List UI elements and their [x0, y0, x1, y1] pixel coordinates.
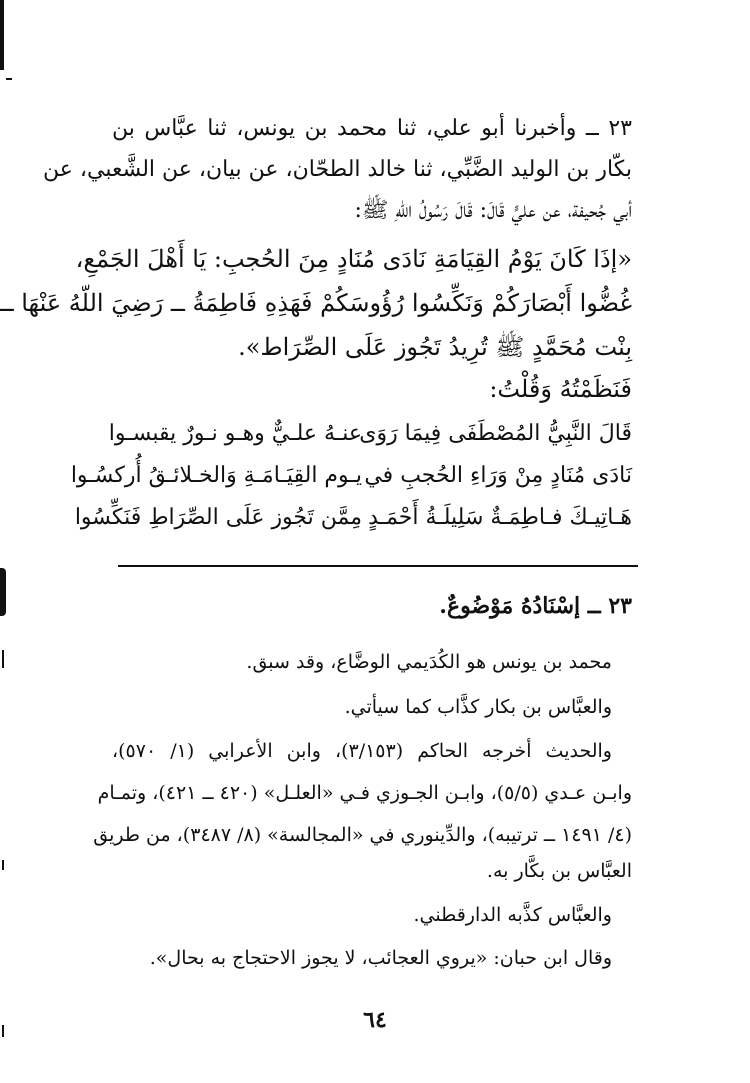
scan-edge-mark — [2, 860, 4, 870]
poem-verse — [70, 463, 632, 497]
poem-hemistich-second: عنـهُ علـيٌّ وهـو نـورٌ يقبسـوا — [108, 421, 362, 446]
footnote-paragraph: وقال ابن حبان: «يروي العجائب، لا يجوز الاحتجاج به بحال». — [149, 947, 612, 969]
footnote-paragraph: والحديث أخرجه الحاكم (٣/١٥٣)، وابن الأعرابي (١/ ٥٧٠)، — [112, 740, 612, 762]
poem-verse — [108, 421, 632, 455]
hadith-quote-line: غُضُّوا أَبْصَارَكُمْ وَنَكِّسُوا رُؤُوسَكُمْ فَهَذِهِ فَاطِمَةُ ــ رَضِيَ اللّهُ عَنْهَا ــ — [0, 289, 632, 317]
hadith-quote-line: بِنْت مُحَمَّدٍ ﷺ تُرِيدُ تَجُوز عَلَى الصِّرَاط». — [238, 333, 632, 361]
footnote-paragraph: العبَّاس بن بكَّار به. — [486, 860, 632, 882]
hadith-quote-line: «إذَا كَانَ يَوْمُ القِيَامَةِ نَادَى مُنَادٍ مِنَ الحُجبِ: يَا أَهْلَ الجَمْعِ، — [75, 245, 632, 273]
hadith-line: ٢٣ ــ وأخبرنا أبو علي، ثنا محمد بن يونس، ثنا عبَّاس بن — [112, 116, 632, 141]
scan-edge-mark — [6, 78, 12, 80]
poem-hemistich-second: مِمَّن تَجُوز عَلَى الصِّرَاطِ فَنَكِّسُوا — [74, 505, 362, 530]
footnote-heading: ٢٣ ــ إسْنَادُهُ مَوْضُوعٌ. — [439, 593, 632, 619]
footnote-divider — [118, 565, 638, 567]
poem-hemistich-first: هَـاتِيـكَ فـاطِمَـةٌ سَلِيلَـةُ أَحْمَـدٍ — [368, 505, 632, 530]
footnote-paragraph: والعبَّاس بن بكار كذَّاب كما سيأتي. — [344, 696, 612, 718]
hadith-line: بكّار بن الوليد الضَّبِّي، ثنا خالد الطحّان، عن بيان، عن الشَّعبي، عن — [43, 157, 632, 182]
poem-intro: فَنَظَمْتُهُ وَقُلْتُ: — [489, 375, 632, 403]
footnote-paragraph: وابـن عـدي (٥/٥)، وابـن الجـوزي فـي «العلـل» (٤٢٠ ــ ٤٢١)، وتمـام — [97, 782, 632, 804]
scan-edge-mark — [2, 650, 4, 668]
page-number: ٦٤ — [363, 1007, 387, 1033]
poem-hemistich-first: قَالَ النَّبِيُّ المُصْطَفَى فِيمَا رَوَى — [359, 421, 632, 446]
scan-edge-mark — [0, 568, 6, 616]
footnote-paragraph: والعبَّاس كذَّبه الدارقطني. — [413, 904, 612, 926]
hadith-line: أبي جُحيفة، عن عليٍّ قَالَ: قَالَ رَسُولُ اللّهِ ﷺ: — [354, 198, 632, 223]
footnote-paragraph: (٤/ ١٤٩١ ــ ترتيبه)، والدِّينوري في «المجالسة» (٨/ ٣٤٨٧)، من طريق — [93, 824, 632, 846]
poem-hemistich-first: نَادَى مُنَادٍ مِنْ وَرَاءِ الحُجبِ في — [364, 463, 632, 488]
poem-verse — [74, 505, 632, 539]
footnote-paragraph: محمد بن يونس هو الكُدَيمي الوضَّاع، وقد سبق. — [246, 651, 612, 673]
poem-hemistich-second: يـوم القِيَـامَـةِ وَالخـلائـقُ أُركسُـوا — [70, 463, 362, 488]
scan-edge-mark — [0, 0, 4, 70]
